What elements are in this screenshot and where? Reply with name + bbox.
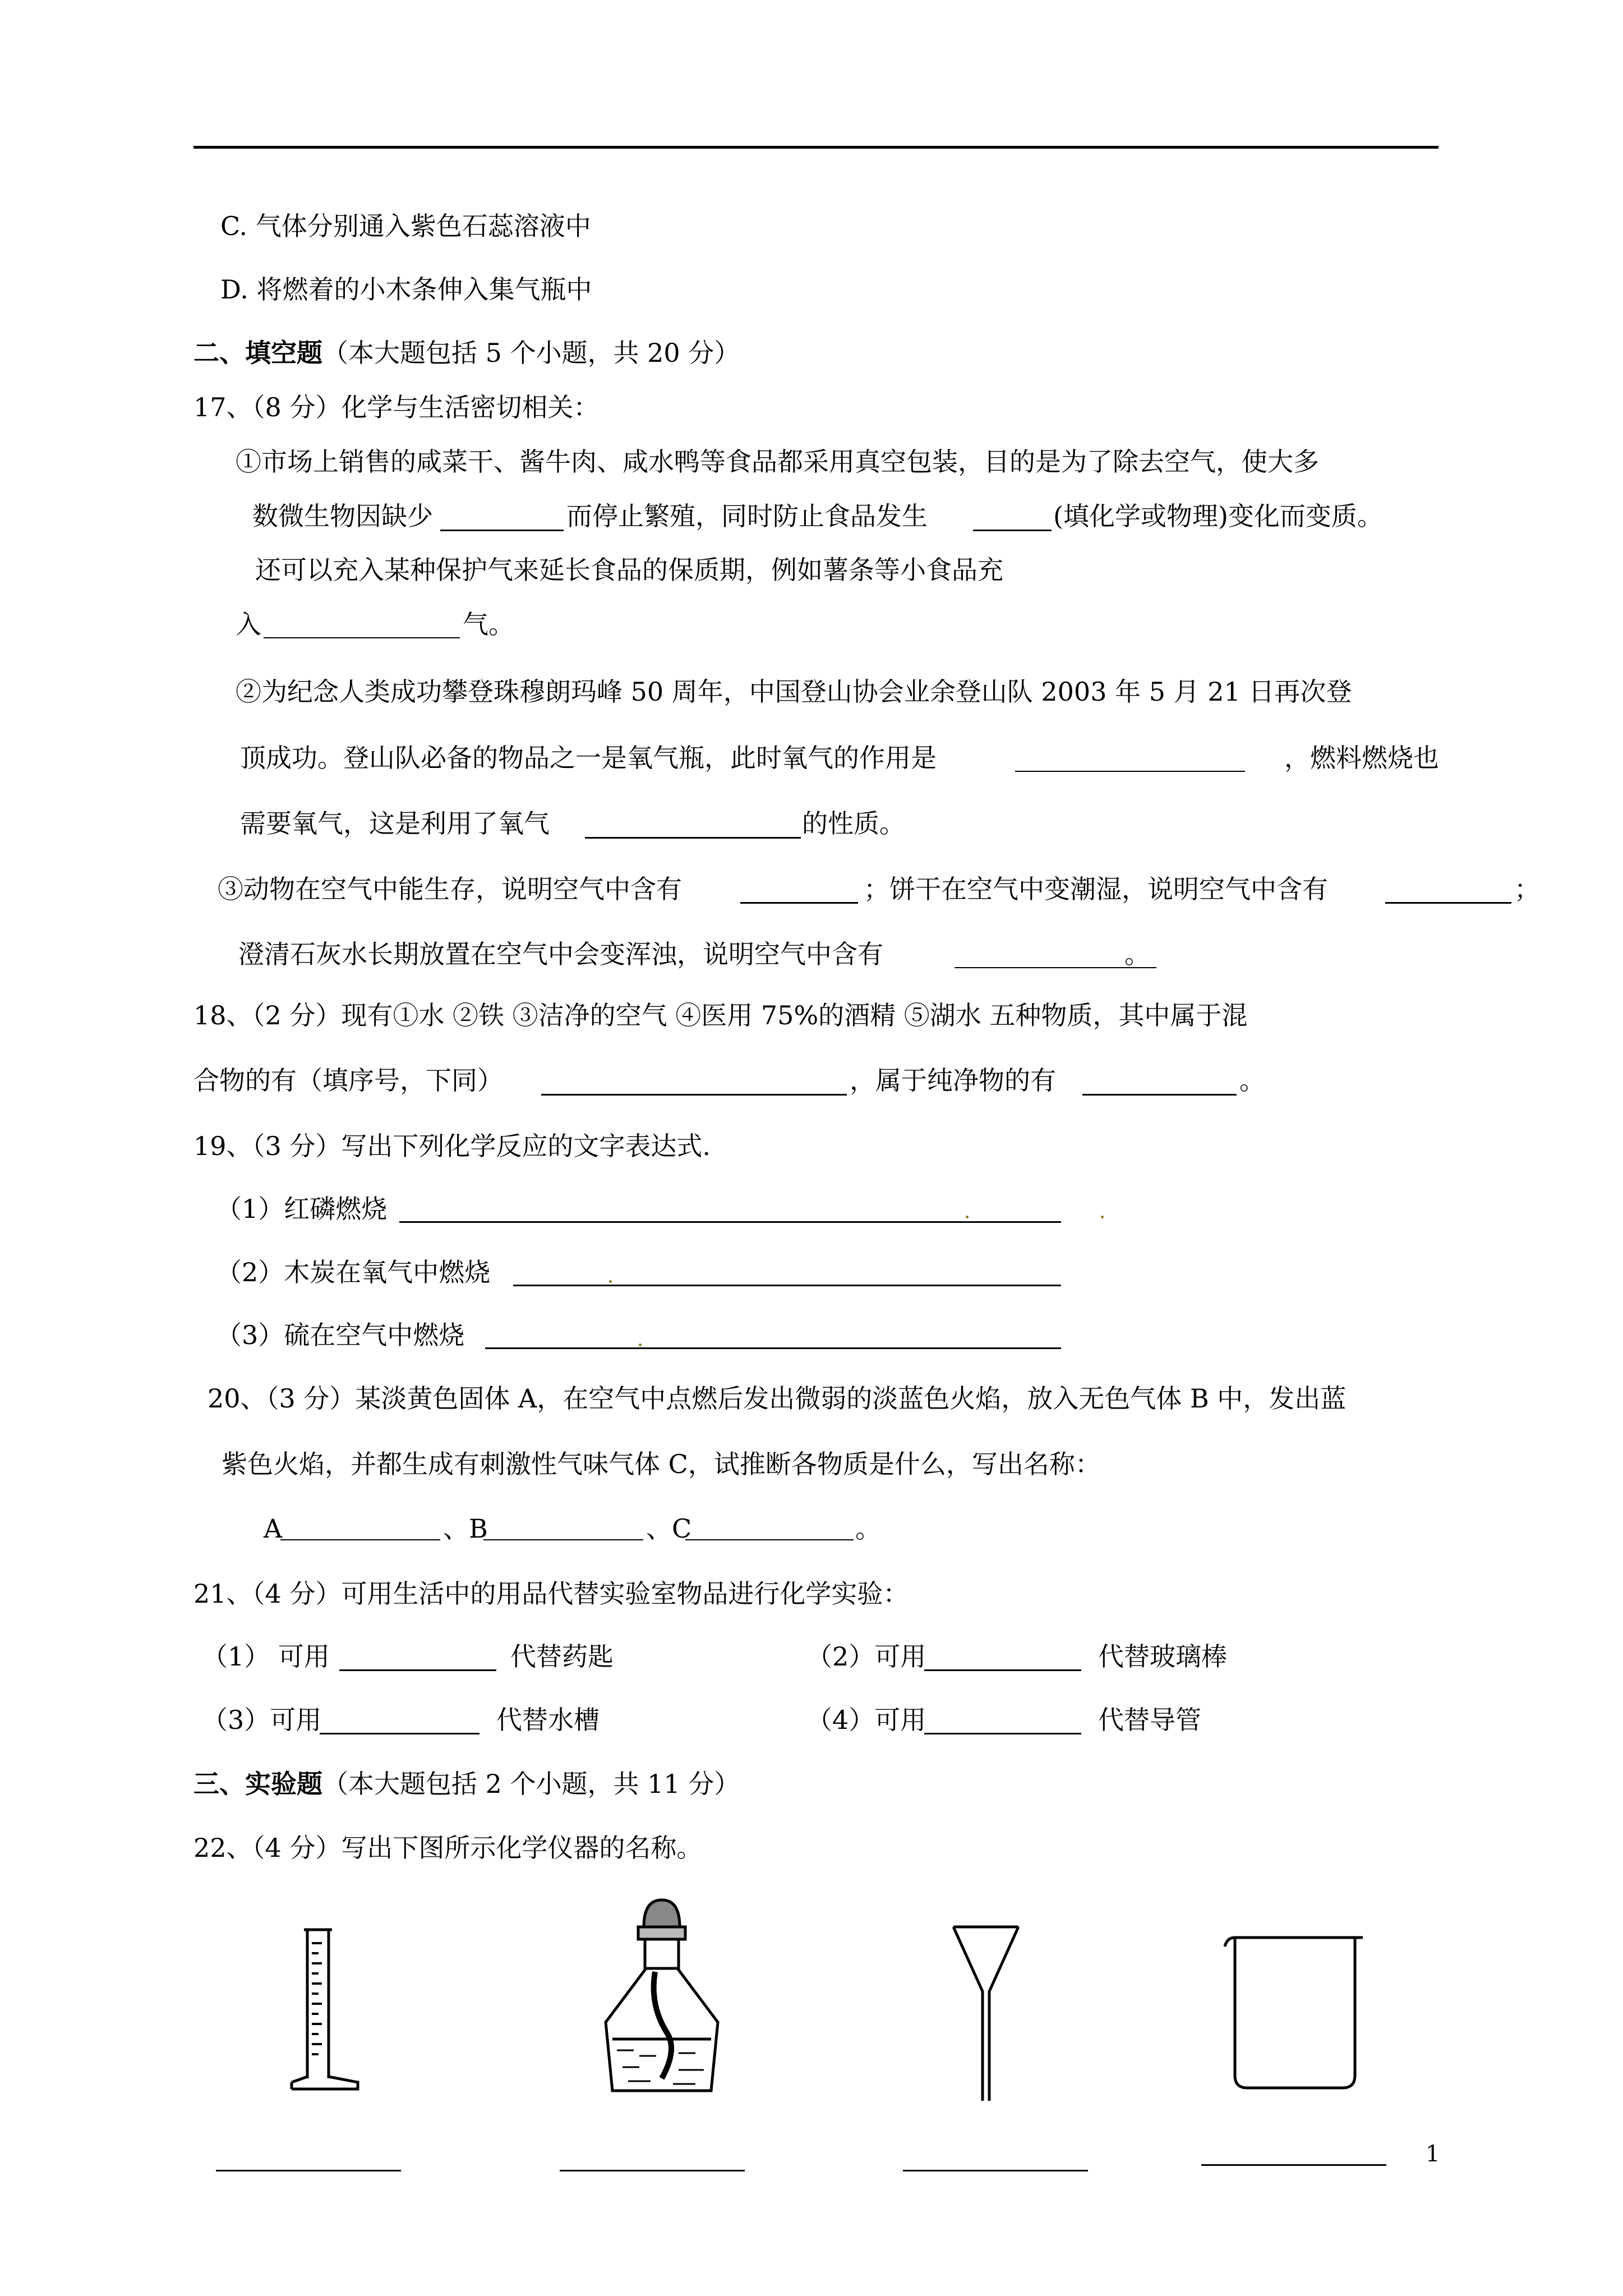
q22-blank-1[interactable]	[216, 2170, 401, 2171]
q17-p1-line2a: 数微生物因缺少	[252, 501, 433, 531]
q17-blank-3[interactable]	[264, 637, 460, 638]
q20-end: 。	[855, 1513, 881, 1544]
q19-blank-1[interactable]	[399, 1221, 1061, 1223]
q17-p2-line2a: 顶成功。登山队必备的物品之一是氧气瓶，此时氧气的作用是	[240, 743, 937, 773]
q17-p1-line3: 还可以充入某种保护气来延长食品的保质期，例如薯条等小食品充	[255, 555, 1003, 585]
speck	[639, 1343, 642, 1346]
q17-blank-1[interactable]	[440, 530, 564, 531]
q17-p1-line4b: 气。	[463, 609, 514, 639]
q19-heading: 19、（3 分）写出下列化学反应的文字表达式.	[193, 1131, 711, 1161]
q17-p2-line1: ②为纪念人类成功攀登珠穆朗玛峰 50 周年，中国登山协会业余登山队 2003 年 5 月 21 日再次登	[236, 677, 1352, 707]
q21-item-1b: 代替药匙	[510, 1641, 614, 1672]
q18-line2a: 合物的有（填序号，下同）	[193, 1065, 503, 1096]
q19-blank-3[interactable]	[485, 1347, 1061, 1349]
q21-item-3b: 代替水槽	[496, 1705, 600, 1735]
alcohol-lamp-icon	[583, 1893, 740, 2098]
q17-p3-line2a: 澄清石灰水长期放置在空气中会变浑浊，说明空气中含有	[238, 939, 883, 969]
section-2-title: 二、填空题	[193, 338, 322, 368]
section-2-note: （本大题包括 5 个小题，共 20 分）	[322, 338, 740, 368]
q20-blank-c[interactable]	[685, 1539, 854, 1540]
section-3-title: 三、实验题	[193, 1769, 322, 1799]
q22-blank-4[interactable]	[1201, 2164, 1386, 2166]
q21-item-4a: （4）可用	[806, 1705, 926, 1735]
speck	[966, 1216, 969, 1218]
q21-blank-3[interactable]	[320, 1733, 479, 1734]
q17-p3-line1b: ；饼干在空气中变潮湿，说明空气中含有	[864, 874, 1328, 904]
q19-item-3: （3）硫在空气中燃烧	[216, 1320, 465, 1350]
q21-item-1a: （1） 可用	[202, 1641, 330, 1672]
q22-heading: 22、（4 分）写出下图所示化学仪器的名称。	[193, 1833, 703, 1863]
q21-item-2a: （2）可用	[806, 1641, 926, 1672]
q18-line2b: ，属于纯净物的有	[850, 1065, 1056, 1096]
q19-item-2: （2）木炭在氧气中燃烧	[216, 1257, 491, 1287]
graduated-cylinder-icon	[280, 1930, 370, 2098]
q18-line1: 18、（2 分）现有①水 ②铁 ③洁净的空气 ④医用 75%的酒精 ⑤湖水 五种物质，其中属于混	[193, 1000, 1248, 1030]
q17-blank-2[interactable]	[973, 530, 1052, 531]
funnel-icon	[953, 1924, 1021, 2104]
q20-label-a: A	[264, 1513, 283, 1544]
q21-heading: 21、（4 分）可用生活中的用品代替实验室物品进行化学实验：	[193, 1579, 909, 1609]
q17-blank-7[interactable]	[1385, 902, 1511, 904]
q17-blank-5[interactable]	[585, 837, 801, 839]
q17-p3-line1a: ③动物在空气中能生存，说明空气中含有	[218, 874, 682, 904]
q17-p1-line4a: 入	[236, 609, 261, 639]
q17-p1-line2c: (填化学或物理)变化而变质。	[1053, 501, 1383, 531]
q20-label-c: 、C	[646, 1513, 692, 1544]
section-3-heading	[193, 1771, 740, 1797]
speck	[609, 1280, 612, 1283]
q19-item-1: （1）红磷燃烧	[216, 1194, 388, 1224]
q20-label-b: 、B	[443, 1513, 488, 1544]
q20-line2: 紫色火焰，并都生成有刺激性气味气体 C，试推断各物质是什么，写出名称：	[222, 1449, 1101, 1479]
q18-blank-pure[interactable]	[1082, 1094, 1237, 1096]
header-rule	[193, 146, 1438, 149]
q21-blank-1[interactable]	[339, 1669, 496, 1671]
q17-p3-line2b: 。	[1124, 939, 1150, 969]
q17-blank-4[interactable]	[1015, 771, 1245, 772]
q18-blank-mixtures[interactable]	[541, 1094, 847, 1096]
q20-blank-a[interactable]	[280, 1539, 440, 1540]
section-2-heading	[193, 340, 740, 366]
option-c: C. 气体分别通入紫色石蕊溶液中	[220, 211, 591, 241]
q17-p1-line1: ①市场上销售的咸菜干、酱牛肉、咸水鸭等食品都采用真空包装，目的是为了除去空气，使大多	[236, 447, 1319, 477]
q22-blank-2[interactable]	[560, 2170, 745, 2171]
q21-item-4b: 代替导管	[1098, 1705, 1201, 1735]
q17-p2-line3a: 需要氧气，这是利用了氧气	[240, 808, 550, 839]
option-d: D. 将燃着的小木条伸入集气瓶中	[220, 274, 592, 305]
q17-p3-line1c: ；	[1514, 874, 1540, 904]
section-3-note: （本大题包括 2 个小题，共 11 分）	[322, 1769, 740, 1799]
q17-heading: 17、（8 分）化学与生活密切相关：	[193, 392, 600, 422]
q21-item-2b: 代替玻璃棒	[1098, 1641, 1227, 1672]
q21-blank-2[interactable]	[924, 1669, 1081, 1671]
q17-p2-line3b: 的性质。	[802, 808, 905, 839]
q20-blank-b[interactable]	[483, 1539, 643, 1540]
q19-blank-2[interactable]	[513, 1285, 1061, 1286]
page-number: 1	[1426, 2141, 1440, 2167]
q20-line1: 20、（3 分）某淡黄色固体 A，在空气中点燃后发出微弱的淡蓝色火焰，放入无色气体 B 中，发出蓝	[208, 1383, 1347, 1414]
q18-line2c: 。	[1239, 1065, 1265, 1096]
q17-p1-line2b: 而停止繁殖，同时防止食品发生	[566, 501, 928, 531]
q22-blank-3[interactable]	[903, 2170, 1088, 2171]
speck	[1101, 1216, 1104, 1218]
q17-blank-6[interactable]	[740, 902, 858, 904]
q21-blank-4[interactable]	[924, 1733, 1081, 1734]
q17-p2-line2b: ，燃料燃烧也	[1284, 743, 1439, 773]
q21-item-3a: （3）可用	[202, 1705, 322, 1735]
beaker-icon	[1223, 1935, 1368, 2092]
